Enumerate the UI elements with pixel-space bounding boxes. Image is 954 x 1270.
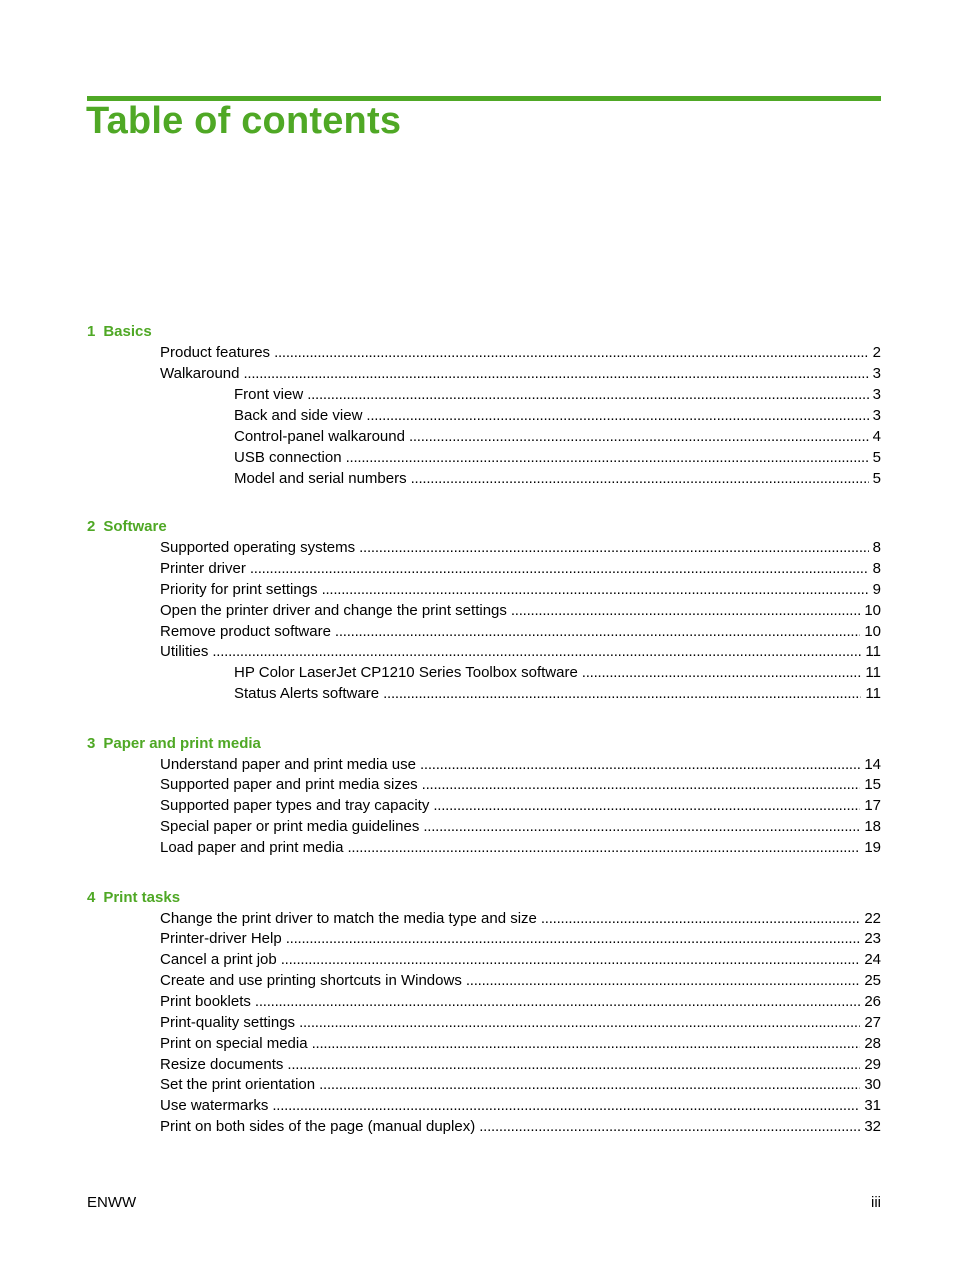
dot-leader <box>212 642 861 662</box>
toc-entry-text: Resize documents <box>160 1056 284 1073</box>
chapter-title: Basics <box>103 323 152 340</box>
toc-subentry[interactable] <box>234 469 881 489</box>
chapter-heading-3[interactable] <box>87 735 261 752</box>
dot-leader <box>312 1034 861 1054</box>
toc-entry-page: 15 <box>864 776 881 793</box>
dot-leader <box>307 385 868 405</box>
toc-entry-page: 9 <box>872 581 881 598</box>
toc-entry-page: 5 <box>872 470 881 487</box>
toc-entry-text: Change the print driver to match the media type and size <box>160 910 537 927</box>
chapter-title: Print tasks <box>103 889 181 906</box>
toc-entry[interactable] <box>160 538 881 558</box>
dot-leader <box>359 538 869 558</box>
footer-left-label: ENWW <box>87 1194 137 1211</box>
toc-entry-page: 10 <box>864 602 881 619</box>
dot-leader <box>422 775 861 795</box>
dot-leader <box>423 817 860 837</box>
toc-entry[interactable] <box>160 971 881 991</box>
toc-entry-text: Back and side view <box>234 407 363 424</box>
toc-entry-text: Understand paper and print media use <box>160 756 416 773</box>
toc-entry-page: 32 <box>864 1118 881 1135</box>
toc-entry-page: 28 <box>864 1035 881 1052</box>
toc-entry-text: Cancel a print job <box>160 951 277 968</box>
toc-subentry[interactable] <box>234 663 881 683</box>
toc-entry-text: Set the print orientation <box>160 1076 316 1093</box>
toc-entry[interactable] <box>160 1013 881 1033</box>
toc-entry-text: Use watermarks <box>160 1097 269 1114</box>
toc-entry-page: 3 <box>872 386 881 403</box>
toc-entry-page: 29 <box>864 1056 881 1073</box>
chapter-number: 4 <box>87 889 96 906</box>
dot-leader <box>479 1117 860 1137</box>
toc-entry[interactable] <box>160 559 881 579</box>
toc-entry-text: Utilities <box>160 643 209 660</box>
dot-leader <box>347 838 860 858</box>
toc-entry-page: 11 <box>865 643 881 660</box>
toc-entry-page: 3 <box>872 407 881 424</box>
toc-entry-text: Open the printer driver and change the print settings <box>160 602 507 619</box>
toc-entry[interactable] <box>160 1034 881 1054</box>
toc-entry[interactable] <box>160 1075 881 1095</box>
toc-entry-page: 5 <box>872 449 881 466</box>
dot-leader <box>383 684 861 704</box>
dot-leader <box>319 1075 860 1095</box>
toc-entry-page: 10 <box>864 623 881 640</box>
dot-leader <box>243 364 868 384</box>
toc-entry-page: 31 <box>864 1097 881 1114</box>
toc-entry[interactable] <box>160 950 881 970</box>
dot-leader <box>466 971 860 991</box>
toc-entry[interactable] <box>160 817 881 837</box>
chapter-title: Paper and print media <box>103 735 261 752</box>
toc-entry[interactable] <box>160 580 881 600</box>
toc-entry[interactable] <box>160 1117 881 1137</box>
toc-entry-text: Supported paper types and tray capacity <box>160 797 430 814</box>
dot-leader <box>272 1096 860 1116</box>
toc-entry-text: Create and use printing shortcuts in Windows <box>160 972 462 989</box>
toc-entry-page: 19 <box>864 839 881 856</box>
toc-entry-page: 8 <box>872 539 881 556</box>
dot-leader <box>511 601 860 621</box>
toc-subentry[interactable] <box>234 684 881 704</box>
chapter-number: 1 <box>87 323 96 340</box>
toc-entry-page: 14 <box>864 756 881 773</box>
chapter-number: 3 <box>87 735 96 752</box>
toc-entry[interactable] <box>160 992 881 1012</box>
chapter-heading-4[interactable] <box>87 889 180 906</box>
toc-entry-text: USB connection <box>234 449 342 466</box>
dot-leader <box>255 992 860 1012</box>
toc-entry[interactable] <box>160 838 881 858</box>
toc-entry-text: Supported paper and print media sizes <box>160 776 418 793</box>
toc-entry-page: 3 <box>872 365 881 382</box>
toc-entry-text: Printer driver <box>160 560 246 577</box>
dot-leader <box>366 406 868 426</box>
toc-entry-page: 8 <box>872 560 881 577</box>
toc-entry[interactable] <box>160 343 881 363</box>
toc-entry[interactable] <box>160 755 881 775</box>
dot-leader <box>346 448 869 468</box>
chapter-heading-2[interactable] <box>87 518 167 535</box>
toc-entry-text: Status Alerts software <box>234 685 380 702</box>
toc-entry-text: Special paper or print media guidelines <box>160 818 420 835</box>
dot-leader <box>286 929 861 949</box>
toc-subentry[interactable] <box>234 385 881 405</box>
dot-leader <box>322 580 869 600</box>
dot-leader <box>411 469 869 489</box>
toc-entry-text: Front view <box>234 386 304 403</box>
toc-entry-page: 24 <box>864 951 881 968</box>
dot-leader <box>582 663 862 683</box>
toc-entry-page: 22 <box>864 910 881 927</box>
dot-leader <box>335 622 860 642</box>
toc-subentry[interactable] <box>234 448 881 468</box>
toc-entry-text: Model and serial numbers <box>234 470 407 487</box>
toc-entry-page: 27 <box>864 1014 881 1031</box>
toc-subentry[interactable] <box>234 406 881 426</box>
toc-entry[interactable] <box>160 364 881 384</box>
dot-leader <box>541 909 860 929</box>
toc-entry-text: Print on both sides of the page (manual duplex) <box>160 1118 476 1135</box>
toc-entry-page: 25 <box>864 972 881 989</box>
toc-subentry[interactable] <box>234 427 881 447</box>
toc-entry[interactable] <box>160 601 881 621</box>
footer-page-number: iii <box>871 1194 881 1211</box>
toc-entry-page: 18 <box>864 818 881 835</box>
toc-entry-text: Supported operating systems <box>160 539 356 556</box>
toc-entry-text: Product features <box>160 344 271 361</box>
toc-entry[interactable] <box>160 622 881 642</box>
toc-entry-text: Print-quality settings <box>160 1014 296 1031</box>
toc-entry-page: 17 <box>864 797 881 814</box>
toc-entry[interactable] <box>160 909 881 929</box>
chapter-title: Software <box>103 518 167 535</box>
toc-entry-page: 26 <box>864 993 881 1010</box>
dot-leader <box>274 343 869 363</box>
toc-entry[interactable] <box>160 929 881 949</box>
page-title: Table of contents <box>86 100 402 142</box>
dot-leader <box>287 1055 860 1075</box>
dot-leader <box>250 559 869 579</box>
toc-entry-text: Load paper and print media <box>160 839 344 856</box>
toc-entry-page: 2 <box>872 344 881 361</box>
toc-entry[interactable] <box>160 1096 881 1116</box>
dot-leader <box>420 755 860 775</box>
chapter-heading-1[interactable] <box>87 323 152 340</box>
toc-entry-page: 23 <box>864 930 881 947</box>
toc-entry-text: Priority for print settings <box>160 581 318 598</box>
toc-entry-text: Walkaround <box>160 365 240 382</box>
dot-leader <box>433 796 860 816</box>
toc-entry-page: 11 <box>865 685 881 702</box>
dot-leader <box>299 1013 860 1033</box>
toc-entry-page: 30 <box>864 1076 881 1093</box>
toc-entry-page: 4 <box>872 428 881 445</box>
toc-entry-page: 11 <box>865 664 881 681</box>
toc-entry-text: Print on special media <box>160 1035 308 1052</box>
toc-entry[interactable] <box>160 796 881 816</box>
toc-entry-text: Print booklets <box>160 993 251 1010</box>
toc-entry[interactable] <box>160 775 881 795</box>
toc-entry[interactable] <box>160 1055 881 1075</box>
dot-leader <box>281 950 861 970</box>
dot-leader <box>409 427 869 447</box>
toc-entry-text: Remove product software <box>160 623 331 640</box>
chapter-number: 2 <box>87 518 96 535</box>
toc-entry[interactable] <box>160 642 881 662</box>
toc-entry-text: Control-panel walkaround <box>234 428 405 445</box>
toc-entry-text: HP Color LaserJet CP1210 Series Toolbox software <box>234 664 578 681</box>
toc-entry-text: Printer-driver Help <box>160 930 282 947</box>
